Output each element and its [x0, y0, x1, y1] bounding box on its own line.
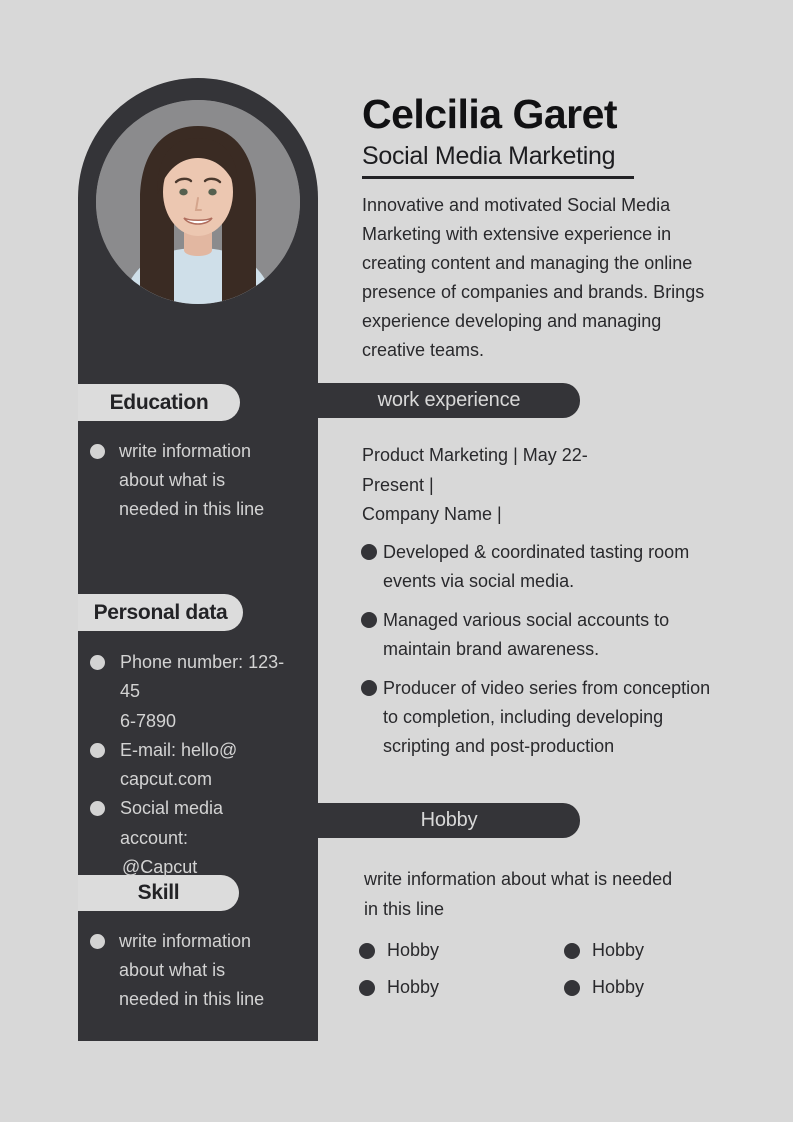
list-item: [564, 940, 644, 961]
hobby-note: write information about what is needed in this line: [364, 869, 673, 919]
bullet-icon: [359, 943, 375, 959]
bullet-icon: [361, 612, 377, 628]
bullet-icon: [359, 980, 375, 996]
personal-data-list: [90, 648, 295, 882]
bullet-icon: [90, 934, 105, 949]
list-item: [359, 940, 564, 961]
skill-item: [90, 927, 290, 1014]
list-item: [361, 538, 721, 596]
portrait-illustration: [96, 100, 300, 304]
education-item-text: write information about what is needed in this line: [119, 441, 265, 519]
list-item-email: [90, 736, 295, 795]
work-experience-title: work experience: [377, 389, 521, 411]
hobby-grid: [359, 940, 644, 998]
hobby-label: Hobby: [592, 977, 645, 997]
work-bullet-text: Managed various social accounts to maintain brand awareness.: [383, 610, 670, 659]
list-item: [361, 674, 721, 761]
divider: [362, 176, 634, 179]
work-bullet-text: Developed & coordinated tasting room events via social media.: [383, 542, 690, 591]
education-item: [90, 437, 290, 524]
list-item: [564, 977, 644, 998]
bullet-icon: [564, 943, 580, 959]
bullet-icon: [90, 743, 105, 758]
bullet-icon: [90, 801, 105, 816]
personal-data-section-header: [78, 594, 243, 631]
education-section-header: [78, 384, 240, 421]
list-item-phone: [90, 648, 295, 736]
bullet-icon: [361, 680, 377, 696]
personal-data-title: Personal data: [93, 600, 228, 624]
work-bullet-list: [361, 538, 721, 771]
social-account-text: Social media account: @Capcut: [120, 798, 224, 878]
page-title: Celcilia Garet: [362, 91, 618, 137]
bullet-icon: [564, 980, 580, 996]
job-role-subtitle: Social Media Marketing: [362, 142, 616, 170]
hobby-label: Hobby: [387, 977, 440, 997]
hobby-section-header: [318, 803, 580, 838]
job-line: Product Marketing | May 22-: [362, 445, 588, 465]
bullet-icon: [90, 444, 105, 459]
job-heading: [362, 441, 732, 530]
skill-item-text: write information about what is needed in this line: [119, 931, 265, 1009]
hobby-title: Hobby: [420, 809, 478, 831]
list-item: [359, 977, 564, 998]
email-text: E-mail: hello@ capcut.com: [120, 739, 238, 790]
hobby-label: Hobby: [387, 940, 440, 960]
work-bullet-text: Producer of video series from conception to completion, including developing scripting and post-production: [383, 678, 711, 756]
education-title: Education: [109, 390, 209, 414]
job-line: Present |: [362, 474, 434, 495]
hobby-label: Hobby: [592, 940, 645, 960]
profile-summary: Innovative and motivated Social Media Marketing with extensive experience in creating content and managing the online presence of companies and brands. Brings experience developing and managing creative teams.: [362, 195, 705, 360]
profile-photo: [96, 100, 300, 304]
bullet-icon: [361, 544, 377, 560]
work-experience-section-header: [318, 383, 580, 418]
job-line: Company Name |: [362, 504, 502, 524]
skill-title: Skill: [137, 881, 180, 904]
list-item-social: [90, 794, 295, 882]
list-item: [361, 606, 721, 664]
bullet-icon: [90, 655, 105, 670]
phone-text: Phone number: 123-45 6-7890: [120, 652, 285, 731]
